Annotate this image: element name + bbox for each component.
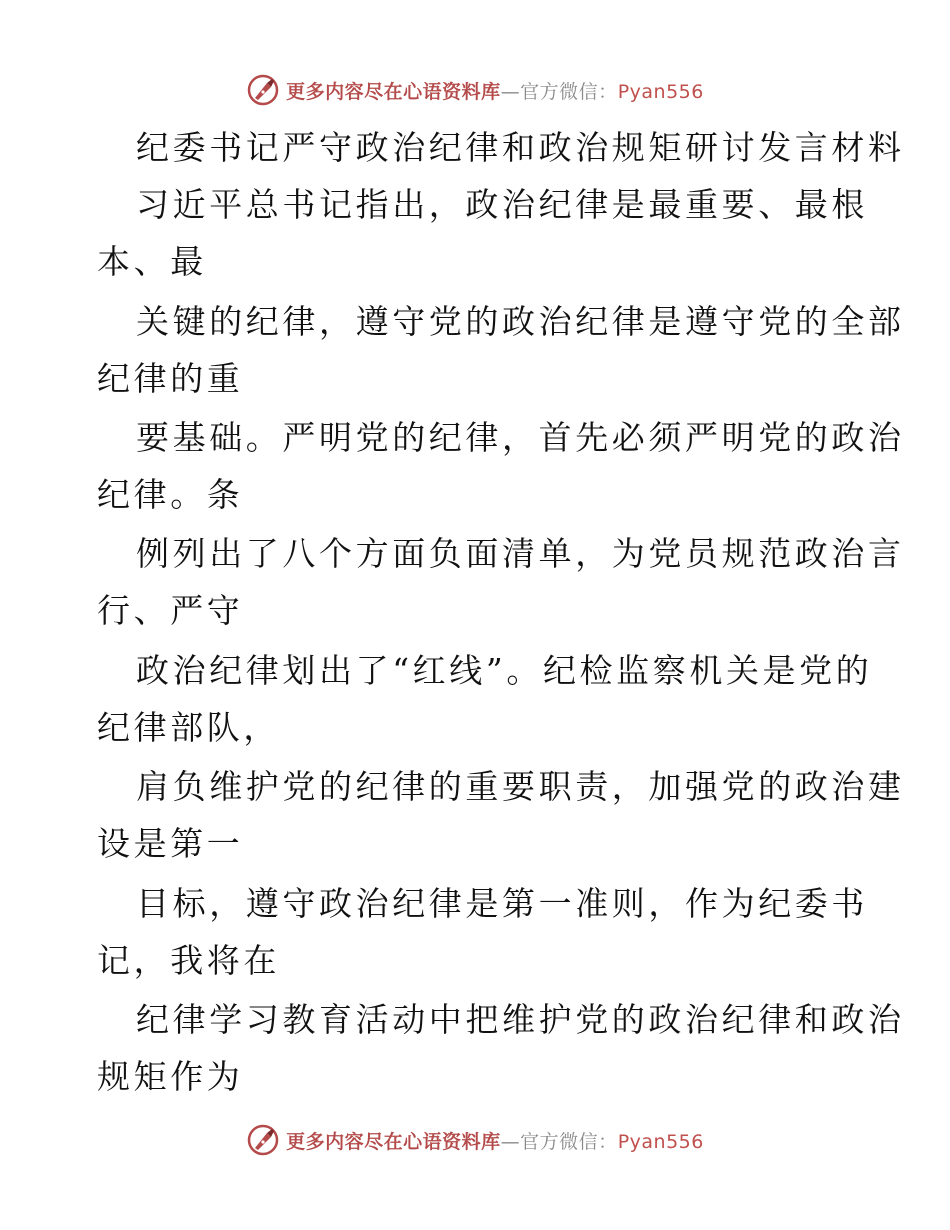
pen-nib-logo-icon — [246, 1123, 280, 1157]
text-line: 纪律的重 — [97, 359, 244, 398]
header-watermark — [0, 70, 950, 110]
text-line: 规矩作为 — [97, 1057, 244, 1096]
watermark-official-label: 官方微信： — [520, 1130, 618, 1153]
text-line: 要基础。严明党的纪律，首先必须严明党的政治 — [136, 418, 905, 457]
text-line: 关键的纪律，遵守党的政治纪律是遵守党的全部 — [136, 302, 905, 341]
text-line: 例列出了八个方面负面清单，为党员规范政治言 — [136, 534, 905, 573]
watermark-official-label: 官方微信： — [520, 80, 618, 103]
text-line: 纪律学习教育活动中把维护党的政治纪律和政治 — [136, 1000, 905, 1039]
watermark-dash: — — [500, 1130, 521, 1153]
watermark-dash: — — [500, 80, 521, 103]
text-line: 设是第一 — [97, 824, 244, 863]
footer-watermark — [0, 1120, 950, 1160]
watermark-text — [286, 1127, 704, 1154]
text-line: 纪律。条 — [97, 475, 244, 514]
text-line: 行、严守 — [97, 591, 244, 630]
text-line: 习近平总书记指出，政治纪律是最重要、最根 — [136, 185, 868, 224]
watermark-wechat-id: Pyan556 — [617, 80, 704, 103]
text-line: 政治纪律划出了“红线”。纪检监察机关是党的 — [136, 651, 873, 690]
text-line: 目标，遵守政治纪律是第一准则，作为纪委书 — [136, 884, 868, 923]
pen-nib-logo-icon — [246, 73, 280, 107]
watermark-brand: 更多内容尽在心语资料库 — [286, 80, 501, 103]
text-line: 本、最 — [97, 242, 207, 281]
document-title: 纪委书记严守政治纪律和政治规矩研讨发言材料 — [136, 128, 905, 167]
text-line: 记，我将在 — [97, 941, 280, 980]
watermark-brand: 更多内容尽在心语资料库 — [286, 1130, 501, 1153]
text-line: 纪律部队， — [97, 708, 280, 747]
text-line: 肩负维护党的纪律的重要职责，加强党的政治建 — [136, 767, 905, 806]
watermark-text — [286, 77, 704, 104]
watermark-wechat-id: Pyan556 — [617, 1130, 704, 1153]
